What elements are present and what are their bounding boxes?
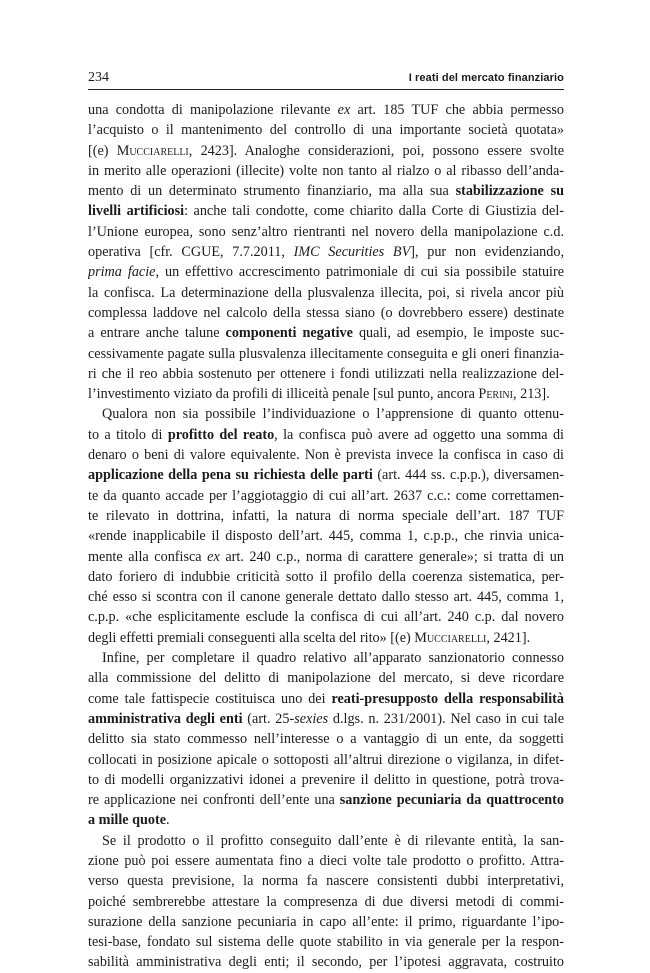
text-run: . bbox=[166, 812, 170, 829]
text-line bbox=[88, 100, 564, 120]
text-line bbox=[88, 668, 564, 688]
text-run: degli effetti premiali conseguenti alla scelta del rito» [(e) M bbox=[88, 629, 427, 646]
text-run: delitto sia stato commesso nell’interesse o a vantaggio di un ente, da soggetti bbox=[88, 731, 564, 748]
text-run: [(e) M bbox=[88, 142, 130, 159]
text-line bbox=[88, 851, 564, 871]
text-run: quali, ad esempio, le imposte suc- bbox=[352, 325, 564, 342]
text-line bbox=[88, 912, 564, 932]
text-run: dato foriero di indubbie criticità sotto il profilo della coerenza sistematica, per- bbox=[88, 568, 564, 585]
text-line bbox=[88, 709, 564, 729]
text-run: Infine, per completare il quadro relativo all’apparato sanzionatorio connesso bbox=[102, 650, 564, 667]
text-run: : anche tali condotte, come chiarito dalla Corte di Giustizia del- bbox=[184, 203, 564, 220]
text-line bbox=[88, 222, 564, 242]
text-line bbox=[88, 445, 564, 465]
text-line bbox=[88, 404, 564, 424]
text-line bbox=[88, 547, 564, 567]
text-run: la confisca. La determinazione della plusvalenza illecita, poi, si rivela ancor più bbox=[88, 284, 564, 301]
text-run: te da quanto accade per l’aggiotaggio di cui all’art. 2637 c.c.: come correttamen- bbox=[88, 487, 564, 504]
text-run: surazione della sanzione pecuniaria in capo all’ente: il primo, riguardante l’ipo- bbox=[88, 913, 564, 930]
text-line bbox=[88, 344, 564, 364]
text-run: tesi-base, fondato sul sistema delle quote stabilito in via generale per la respon- bbox=[88, 934, 564, 951]
text-line bbox=[88, 810, 564, 830]
text-run: collocati in posizione apicale o sottoposti all’altrui direzione o vigilanza, in difet- bbox=[88, 751, 564, 768]
text-run: te rilevato in dottrina, infatti, la natura di norma speciale dell’art. 187 TUF bbox=[88, 507, 564, 524]
text-run: , un effettivo accrescimento patrimoniale di cui sia possibile statuire bbox=[155, 264, 564, 281]
text-run: complessa laddove nel calcolo della stessa siano (o dovrebbero essere) destinate bbox=[88, 304, 564, 321]
text-run: d.lgs. n. 231/2001). Nel caso in cui tale bbox=[328, 710, 564, 727]
text-run: alla commissione del delitto di manipolazione del mercato, si deve ricordare bbox=[88, 670, 564, 687]
text-line bbox=[88, 384, 564, 404]
text-run: , la confisca può avere ad oggetto una somma di bbox=[274, 426, 564, 443]
text-line bbox=[88, 364, 564, 384]
text-line bbox=[88, 465, 564, 485]
text-line bbox=[88, 201, 564, 221]
text-line bbox=[88, 689, 564, 709]
italic-text: sexies bbox=[294, 710, 329, 727]
text-line bbox=[88, 770, 564, 790]
text-run: una condotta di manipolazione rilevante bbox=[88, 102, 338, 118]
text-run: come tale fattispecie costituisca uno dei bbox=[88, 690, 332, 707]
bold-text: componenti negative bbox=[225, 325, 353, 342]
text-line bbox=[88, 526, 564, 546]
text-run: l’Unione europea, sono senz’altro rientranti nel novero della manipolazione c.d. bbox=[88, 223, 564, 240]
text-line bbox=[88, 303, 564, 323]
text-run: verso questa previsione, la norma fa nascere consistenti dubbi interpretativi, bbox=[88, 873, 564, 890]
text-line bbox=[88, 790, 564, 810]
bold-text: amministrativa degli enti bbox=[88, 710, 243, 727]
text-line bbox=[88, 607, 564, 627]
text-run: mento di un determinato strumento finanziario, ma alla sua bbox=[88, 183, 456, 200]
text-run: cessivamente pagate sulla plusvalenza illecitamente conseguita e gli oneri finanzia- bbox=[88, 345, 564, 362]
text-run: in merito alle operazioni (illecite) volte non tanto al rialzo o al ribasso dell’anda- bbox=[88, 162, 564, 179]
italic-text: prima facie bbox=[88, 264, 156, 281]
bold-text: profitto del reato bbox=[167, 426, 275, 443]
text-line bbox=[88, 831, 564, 851]
text-line bbox=[88, 952, 564, 972]
text-line bbox=[88, 892, 564, 912]
text-run: ri che il reo abbia sostenuto per ottenere i fondi utilizzati nella realizzazione del- bbox=[88, 365, 564, 382]
text-run: Qualora non sia possibile l’individuazione o l’apprensione di quanto ottenu- bbox=[102, 406, 564, 423]
text-line bbox=[88, 323, 564, 343]
text-line bbox=[88, 648, 564, 668]
text-line bbox=[88, 750, 564, 770]
text-run: , 213]. bbox=[513, 386, 550, 403]
text-run: a entrare anche talune bbox=[88, 325, 226, 342]
text-line bbox=[88, 486, 564, 506]
text-run: (art. 25- bbox=[242, 710, 295, 727]
text-line bbox=[88, 506, 564, 526]
author-name: ucciarelli bbox=[426, 629, 487, 646]
text-line bbox=[88, 120, 564, 140]
text-line bbox=[88, 729, 564, 749]
text-line bbox=[88, 161, 564, 181]
text-run: , 2423]. Analoghe considerazioni, poi, possono essere svolte bbox=[188, 142, 564, 159]
text-line bbox=[88, 587, 564, 607]
text-run: art. 185 TUF che abbia permesso bbox=[350, 102, 564, 118]
author-name: erini bbox=[486, 386, 513, 403]
text-run: ché esso si scontra con il canone generale dettato dallo stesso art. 445, comma 1, bbox=[88, 589, 564, 606]
text-line bbox=[88, 242, 564, 262]
text-run: denaro o beni di valore equivalente. Non è prevista invece la confisca in caso di bbox=[88, 447, 564, 464]
text-line bbox=[88, 425, 564, 445]
text-run: «rende inapplicabile il disposto dell’art. 445, comma 1, c.p.p., che rinvia unica- bbox=[88, 528, 564, 545]
page-number: 234 bbox=[88, 70, 109, 85]
text-run: l’acquisto o il mantenimento del controllo di una importante società quotata» bbox=[88, 122, 564, 139]
text-run: Se il prodotto o il profitto conseguito dall’ente è di rilevante entità, la san- bbox=[102, 832, 564, 849]
text-run: sabilità amministrativa degli enti; il secondo, per l’ipotesi aggravata, costruito bbox=[88, 954, 564, 971]
bold-text: livelli artificiosi bbox=[88, 203, 185, 220]
text-run: zione può poi essere aumentata fino a dieci volte tale prodotto o profitto. Attra- bbox=[88, 852, 564, 869]
text-run: ], pur non evidenziando, bbox=[410, 244, 564, 261]
running-header bbox=[88, 70, 564, 88]
bold-text: stabilizzazione su bbox=[455, 183, 564, 200]
bold-text: reati-presupposto della responsabilità bbox=[331, 690, 564, 707]
text-run: (art. 444 ss. c.p.p.), diversamen- bbox=[372, 467, 564, 484]
italic-text: IMC Securities BV bbox=[293, 244, 411, 261]
text-run: , 2421]. bbox=[486, 629, 531, 646]
text-line bbox=[88, 141, 564, 161]
text-line bbox=[88, 283, 564, 303]
text-run: re applicazione nei confronti dell’ente una bbox=[88, 792, 340, 809]
running-title: I reati del mercato finanziario bbox=[408, 72, 564, 84]
text-run: c.p.p. «che esplicitamente esclude la confisca di cui all’art. 240 c.p. dal novero bbox=[88, 609, 564, 626]
header-rule bbox=[88, 89, 564, 90]
author-name: ucciarelli bbox=[129, 142, 189, 159]
text-run: poiché sembrerebbe attestare la compresenza di due diversi metodi di commi- bbox=[88, 893, 564, 910]
italic-text: ex bbox=[207, 548, 220, 565]
text-run: art. 240 c.p., norma di carattere generale»; si tratta di un bbox=[219, 548, 564, 565]
bold-text: sanzione pecuniaria da quattrocento bbox=[339, 792, 564, 809]
text-run: to a titolo di bbox=[88, 426, 168, 443]
text-run: operativa [cfr. CGUE, 7.7.2011, bbox=[88, 244, 294, 261]
text-run: l’investimento viziato da profili di illiceità penale [sul punto, ancora P bbox=[88, 386, 487, 403]
bold-text: applicazione della pena su richiesta delle parti bbox=[88, 467, 373, 484]
text-run: mente alla confisca bbox=[88, 548, 208, 565]
body-text bbox=[88, 100, 564, 973]
text-line bbox=[88, 628, 564, 648]
text-line bbox=[88, 262, 564, 282]
text-line bbox=[88, 181, 564, 201]
italic-text: ex bbox=[337, 102, 351, 118]
text-line bbox=[88, 567, 564, 587]
text-line bbox=[88, 932, 564, 952]
text-line bbox=[88, 871, 564, 891]
bold-text: a mille quote bbox=[88, 812, 167, 829]
text-run: to di modelli organizzativi idonei a prevenire il delitto in questione, potrà trova- bbox=[88, 771, 564, 788]
